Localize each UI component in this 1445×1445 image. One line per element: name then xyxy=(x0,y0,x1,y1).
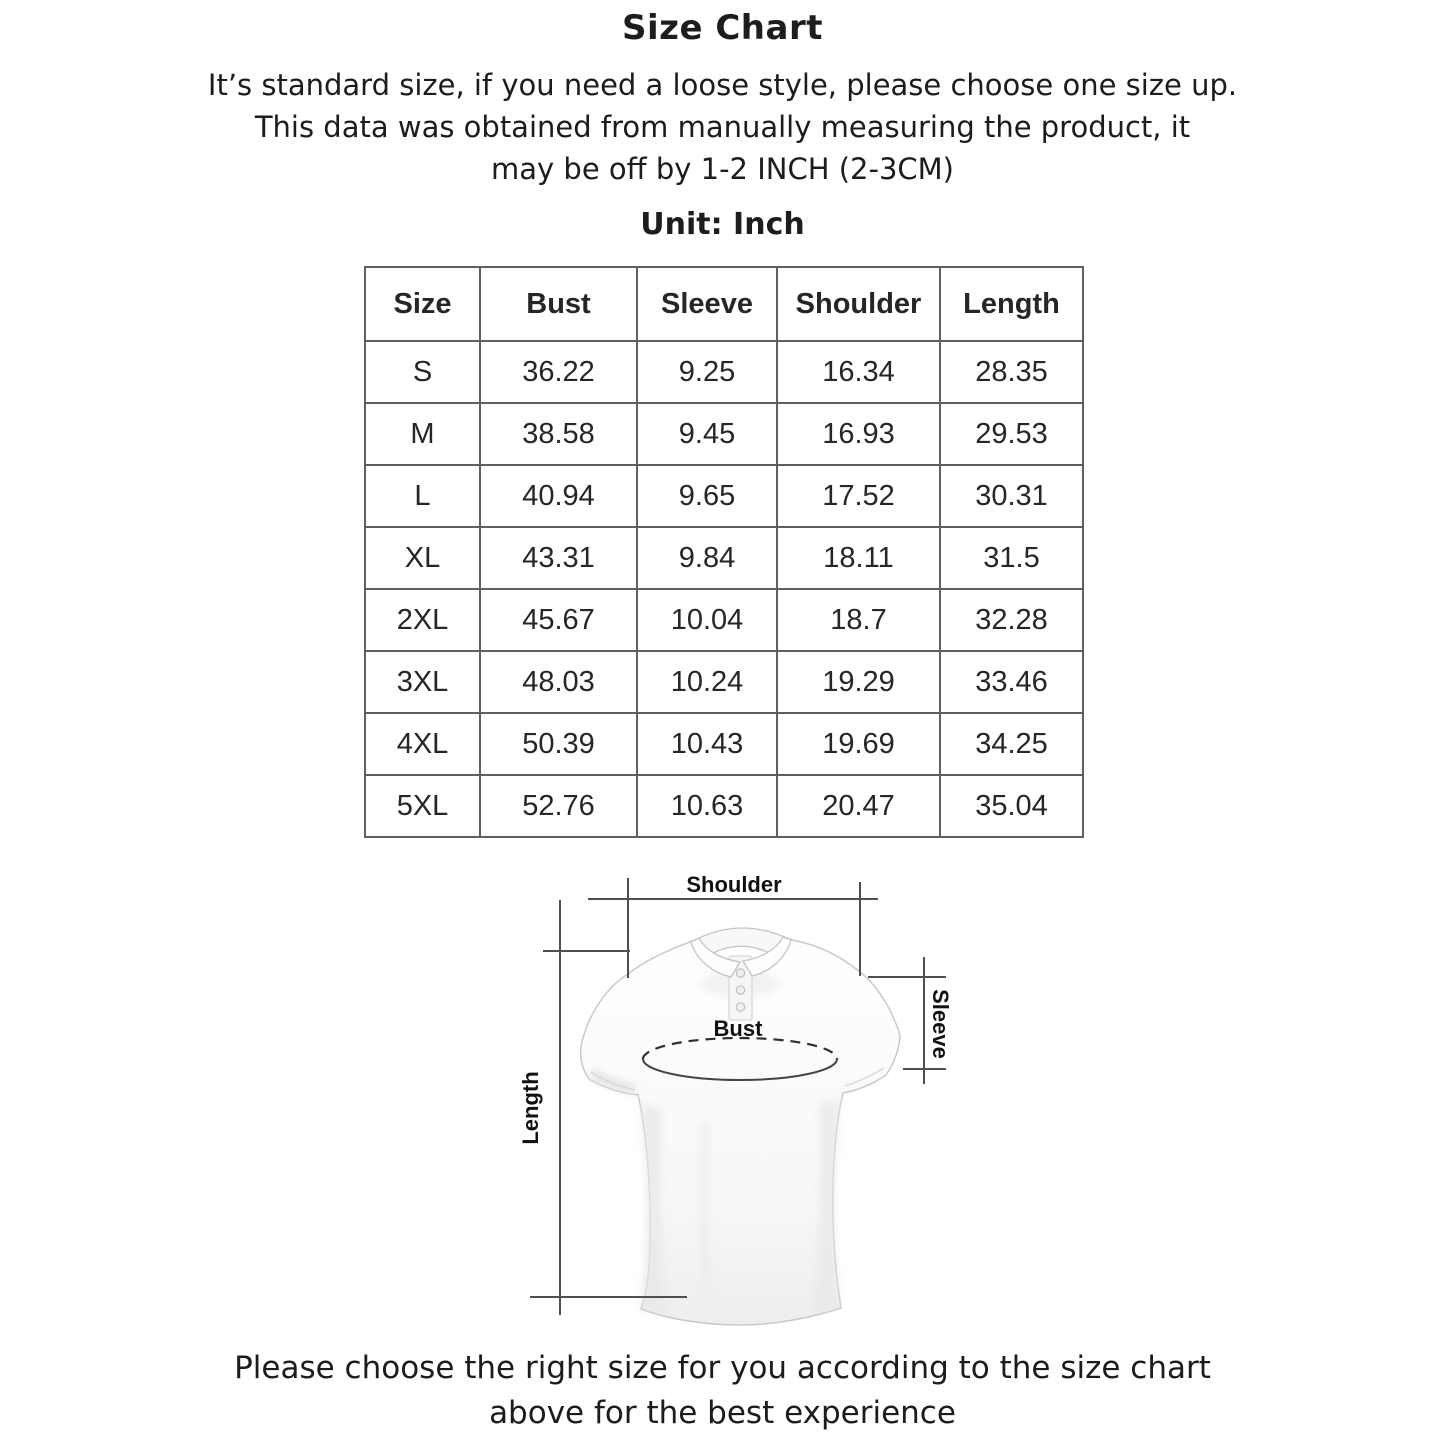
cell-bust: 50.39 xyxy=(480,713,637,775)
button xyxy=(736,969,744,977)
table-row xyxy=(365,775,1083,837)
column-header-bust: Bust xyxy=(480,267,637,341)
cell-sleeve: 10.04 xyxy=(637,589,777,651)
cell-sleeve: 10.43 xyxy=(637,713,777,775)
cell-sleeve: 9.84 xyxy=(637,527,777,589)
cell-size: 4XL xyxy=(365,713,480,775)
size-table-container xyxy=(364,266,1084,838)
cell-size: XL xyxy=(365,527,480,589)
footer-note-line: above for the best experience xyxy=(489,1395,956,1431)
cell-shoulder: 17.52 xyxy=(777,465,940,527)
cell-size: 3XL xyxy=(365,651,480,713)
cell-sleeve: 9.65 xyxy=(637,465,777,527)
cell-length: 35.04 xyxy=(940,775,1083,837)
cell-shoulder: 20.47 xyxy=(777,775,940,837)
footer-note-line: Please choose the right size for you according to the size chart xyxy=(234,1350,1211,1386)
size-note-line: may be off by 1-2 INCH (2-3CM) xyxy=(491,152,954,186)
table-header-row xyxy=(365,267,1083,341)
cell-shoulder: 19.29 xyxy=(777,651,940,713)
cell-length: 32.28 xyxy=(940,589,1083,651)
polo-shirt-illustration xyxy=(581,928,900,1325)
size-note-line: It’s standard size, if you need a loose style, please choose one size up. xyxy=(207,68,1238,102)
cell-size: 2XL xyxy=(365,589,480,651)
cell-shoulder: 16.34 xyxy=(777,341,940,403)
size-note xyxy=(0,64,1445,190)
column-header-shoulder: Shoulder xyxy=(777,267,940,341)
sleeve-label: Sleeve xyxy=(928,989,953,1059)
cell-bust: 45.67 xyxy=(480,589,637,651)
cell-sleeve: 9.45 xyxy=(637,403,777,465)
table-row xyxy=(365,341,1083,403)
measurement-diagram xyxy=(470,862,1010,1336)
button xyxy=(736,986,744,994)
cell-sleeve: 9.25 xyxy=(637,341,777,403)
table-row xyxy=(365,527,1083,589)
cell-shoulder: 18.7 xyxy=(777,589,940,651)
cell-shoulder: 19.69 xyxy=(777,713,940,775)
cell-size: 5XL xyxy=(365,775,480,837)
size-note-line: This data was obtained from manually measuring the product, it xyxy=(254,110,1191,144)
table-row xyxy=(365,713,1083,775)
cell-length: 29.53 xyxy=(940,403,1083,465)
cell-length: 28.35 xyxy=(940,341,1083,403)
cell-sleeve: 10.63 xyxy=(637,775,777,837)
cell-length: 33.46 xyxy=(940,651,1083,713)
cell-shoulder: 16.93 xyxy=(777,403,940,465)
shirt-diagram-svg xyxy=(470,862,1010,1336)
button xyxy=(736,1003,744,1011)
cell-size: M xyxy=(365,403,480,465)
cell-sleeve: 10.24 xyxy=(637,651,777,713)
page-title-text: Size Chart xyxy=(622,8,823,48)
cell-length: 31.5 xyxy=(940,527,1083,589)
cell-bust: 52.76 xyxy=(480,775,637,837)
footer-note xyxy=(0,1346,1445,1436)
table-row xyxy=(365,465,1083,527)
cell-shoulder: 18.11 xyxy=(777,527,940,589)
cell-bust: 36.22 xyxy=(480,341,637,403)
cell-length: 34.25 xyxy=(940,713,1083,775)
column-header-size: Size xyxy=(365,267,480,341)
cell-length: 30.31 xyxy=(940,465,1083,527)
column-header-sleeve: Sleeve xyxy=(637,267,777,341)
shoulder-label: Shoulder xyxy=(686,872,782,897)
page-title xyxy=(0,8,1445,48)
cell-size: S xyxy=(365,341,480,403)
column-header-length: Length xyxy=(940,267,1083,341)
cell-bust: 38.58 xyxy=(480,403,637,465)
cell-bust: 40.94 xyxy=(480,465,637,527)
table-row xyxy=(365,651,1083,713)
length-label: Length xyxy=(518,1071,543,1145)
cell-bust: 43.31 xyxy=(480,527,637,589)
unit-label: Unit: Inch xyxy=(640,207,805,242)
cell-bust: 48.03 xyxy=(480,651,637,713)
size-table xyxy=(364,266,1084,838)
bust-label: Bust xyxy=(713,1016,763,1041)
table-row xyxy=(365,589,1083,651)
cell-size: L xyxy=(365,465,480,527)
table-row xyxy=(365,403,1083,465)
